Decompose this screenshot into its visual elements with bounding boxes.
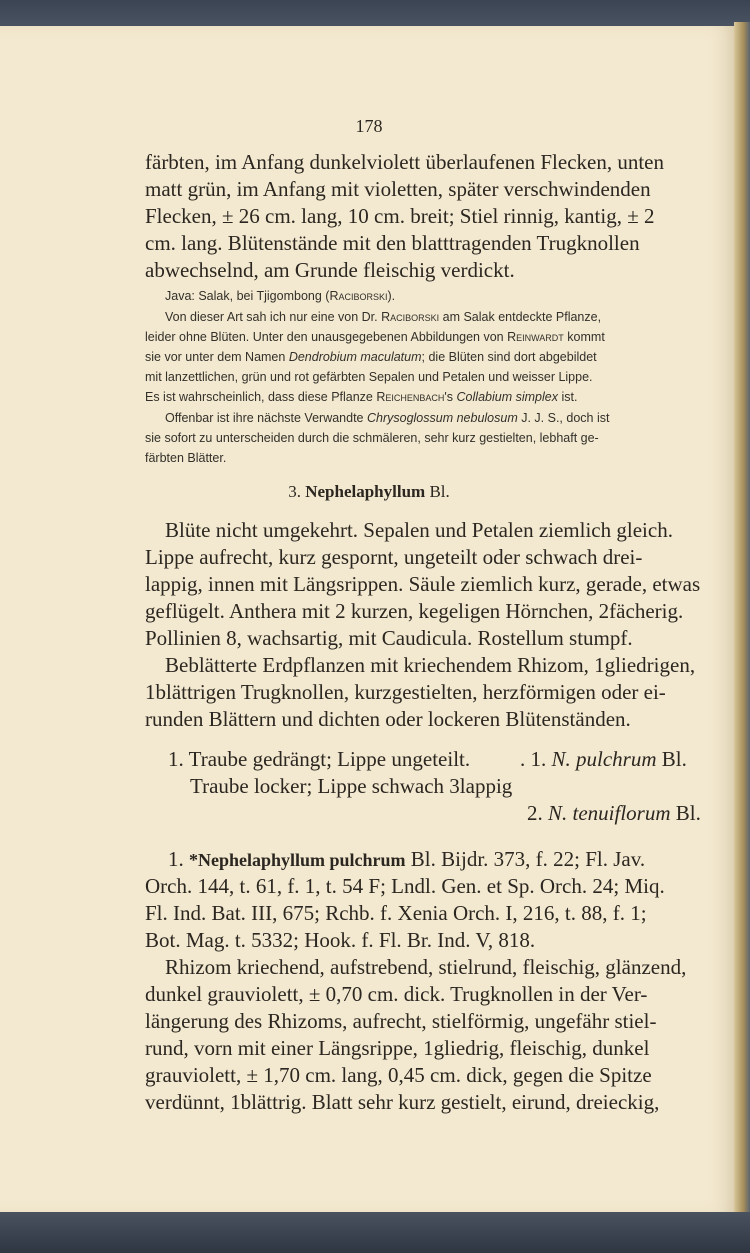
key-result: 2. N. tenuiflorum Bl. [527,801,701,825]
text-line: Orch. 144, t. 61, f. 1, t. 54 F; Lndl. Gen. et Sp. Orch. 24; Miq. [145,874,665,898]
note-locality: Java: Salak, bei Tjigombong (Raciborski). [165,289,396,303]
species-entry-heading: 1. *Nephelaphyllum pulchrum Bl. Bijdr. 373, f. 22; Fl. Jav. [168,847,646,871]
text-line: Blüte nicht umgekehrt. Sepalen und Petalen ziemlich gleich. [165,518,673,542]
text-line: Bot. Mag. t. 5332; Hook. f. Fl. Br. Ind. V, 818. [145,928,536,952]
text-line: Fl. Ind. Bat. III, 675; Rchb. f. Xenia Orch. I, 216, t. 88, f. 1; [145,901,647,925]
text-line: Rhizom kriechend, aufstrebend, stielrund, fleischig, glänzend, [165,955,687,979]
note-line: Es ist wahrscheinlich, dass diese Pflanze Reichenbach's Collabium simplex ist. [145,390,578,404]
genus-heading: 3. Nephelaphyllum Bl. [288,482,450,501]
page-number: 178 [355,116,383,136]
text-line: dunkel grauviolett, ± 0,70 cm. dick. Trugknollen in der Ver- [145,982,648,1006]
text-line: geflügelt. Anthera mit 2 kurzen, kegeligen Hörnchen, 2fächerig. [145,599,684,623]
note-line: Offenbar ist ihre nächste Verwandte Chrysoglossum nebulosum J. J. S., doch ist [165,411,610,425]
key-line: 1. Traube gedrängt; Lippe ungeteilt. [168,747,471,771]
text-line: matt grün, im Anfang mit violetten, später verschwindenden [145,177,651,201]
note-line: sie vor unter dem Namen Dendrobium maculatum; die Blüten sind dort abgebildet [145,350,597,364]
note-line: färbten Blätter. [145,451,227,465]
text-line: Beblätterte Erdpflanzen mit kriechendem Rhizom, 1gliedrigen, [165,653,696,677]
text-line: lappig, innen mit Längsrippen. Säule ziemlich kurz, gerade, etwas [145,572,701,596]
text-line: färbten, im Anfang dunkelviolett überlaufenen Flecken, unten [145,150,665,174]
text-line: Lippe aufrecht, kurz gespornt, ungeteilt oder schwach drei- [145,545,643,569]
scan-bottom-edge [0,1212,750,1253]
text-line: 1blättrigen Trugknollen, kurzgestielten, herzförmigen oder ei- [145,680,666,704]
text-line: cm. lang. Blütenstände mit den blatttragenden Trugknollen [145,231,640,255]
text-line: Pollinien 8, wachsartig, mit Caudicula. Rostellum stumpf. [145,626,633,650]
book-gutter [734,22,750,1222]
key-line: Traube locker; Lippe schwach 3lappig [190,774,513,798]
note-line: leider ohne Blüten. Unter den unausgegebenen Abbildungen von Reinwardt kommt [145,330,605,344]
text-line: Flecken, ± 26 cm. lang, 10 cm. breit; Stiel rinnig, kantig, ± 2 [145,204,655,228]
key-result: . 1. N. pulchrum Bl. [520,747,687,771]
text-line: runden Blättern und dichten oder lockeren Blütenständen. [145,707,631,731]
text-line: längerung des Rhizoms, aufrecht, stielförmig, ungefähr stiel- [145,1009,657,1033]
text-line: rund, vorn mit einer Längsrippe, 1gliedrig, fleischig, dunkel [145,1036,650,1060]
text-line: abwechselnd, am Grunde fleischig verdickt. [145,258,515,282]
text-line: grauviolett, ± 1,70 cm. lang, 0,45 cm. dick, gegen die Spitze [145,1063,652,1087]
text-line: verdünnt, 1blättrig. Blatt sehr kurz gestielt, eirund, dreieckig, [145,1090,660,1114]
note-line: sie sofort zu unterscheiden durch die schmäleren, sehr kurz gestielten, lebhaft ge- [145,431,599,445]
note-line: mit lanzettlichen, grün und rot gefärbten Sepalen und Petalen und weisser Lippe. [145,370,593,384]
note-line: Von dieser Art sah ich nur eine von Dr. Raciborski am Salak entdeckte Pflanze, [165,310,602,324]
